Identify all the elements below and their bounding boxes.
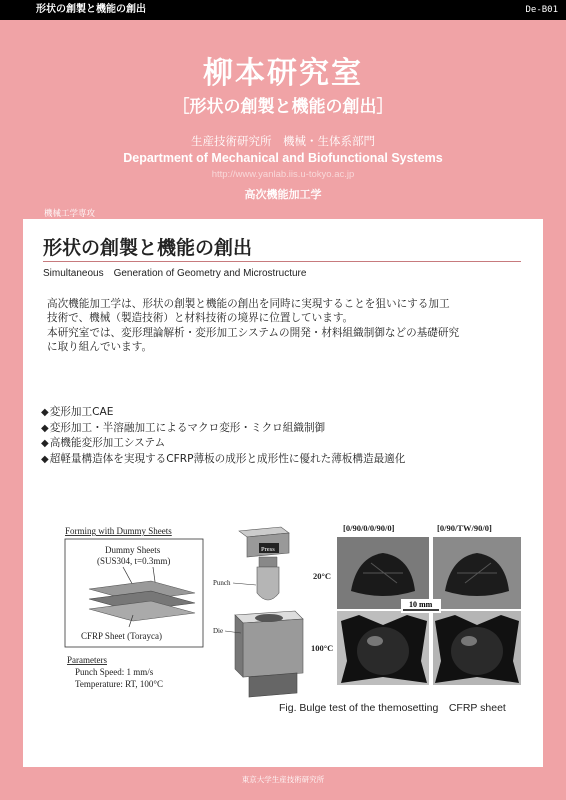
dummy-label: Dummy Sheets xyxy=(105,545,161,555)
die xyxy=(243,619,303,677)
paragraph-line: 高次機能加工学は、形状の創製と機能の創出を同時に実現することを狙いにする加工 xyxy=(47,298,450,310)
english-title: Simultaneous Generation of Geometry and Microstructure xyxy=(43,268,307,279)
diagram-heading: Forming with Dummy Sheets xyxy=(65,526,172,536)
topic-item: ◆ 変形加工・半溶融加工によるマクロ変形・ミクロ組織制御 xyxy=(41,421,405,437)
lab-url[interactable]: http://www.yanlab.iis.u-tokyo.ac.jp xyxy=(211,169,355,180)
poster-code: De-B01 xyxy=(525,5,558,15)
press-label: Press xyxy=(261,546,275,553)
lab-subtitle: ［形状の創製と機能の創出］ xyxy=(172,97,394,117)
intro-paragraph xyxy=(47,297,517,355)
dummy-spec: (SUS304, t=0.3mm) xyxy=(97,556,171,566)
paragraph-line: 技術で、機械（製造技術）と材料技術の境界に位置しています。 xyxy=(47,312,354,325)
department: Department of Mechanical and Biofunctional Systems xyxy=(123,151,443,165)
col-header-2: [0/90/TW/90/0] xyxy=(437,523,492,533)
col-header-1: [0/90/0/0/90/0] xyxy=(343,523,395,533)
topic-item: ◆ 変形加工CAE xyxy=(41,405,405,421)
die-label: Die xyxy=(213,627,224,635)
content-panel xyxy=(23,219,543,767)
punch-label: Punch xyxy=(213,579,231,587)
scale-label: 10 mm xyxy=(409,600,433,609)
figure-caption: Fig. Bulge test of the themosetting CFRP sheet xyxy=(279,702,506,714)
top-bar xyxy=(0,0,566,20)
title-divider xyxy=(43,261,521,262)
paragraph-line: 本研究室では、変形理論解析・変形加工システムの開発・材料組織制御などの基礎研究 xyxy=(47,326,460,339)
topic-item: ◆ 高機能変形加工システム xyxy=(41,436,405,452)
section-title: 形状の創製と機能の創出 xyxy=(43,237,253,259)
topic-item: ◆ 超軽量構造体を実現するCFRP薄板の成形と成形性に優れた薄板構造最適化 xyxy=(41,452,405,468)
cfrp-label: CFRP Sheet (Torayca) xyxy=(81,631,163,641)
institute: 生産技術研究所 機械・生体系部門 xyxy=(191,134,375,148)
major: 機械工学専攻 xyxy=(44,209,96,219)
research-topics xyxy=(41,405,405,467)
lab-name: 柳本研究室 xyxy=(203,56,363,91)
temperature: Temperature: RT, 100°C xyxy=(75,679,163,689)
punch-speed: Punch Speed: 1 mm/s xyxy=(75,667,154,677)
row-label-20c: 20°C xyxy=(313,571,332,581)
footer: 東京大学生産技術研究所 xyxy=(241,775,325,784)
paragraph-line: に取り組んでいます。 xyxy=(47,341,153,354)
research-field: 高次機能加工学 xyxy=(244,188,322,201)
header-title: 形状の創製と機能の創出 xyxy=(36,4,146,15)
params-heading: Parameters xyxy=(67,655,107,665)
bulge-test-photos xyxy=(311,521,523,687)
forming-diagram xyxy=(63,523,343,698)
photo-grid xyxy=(311,521,523,687)
punch xyxy=(257,567,279,600)
row-label-100c: 100°C xyxy=(311,643,334,653)
